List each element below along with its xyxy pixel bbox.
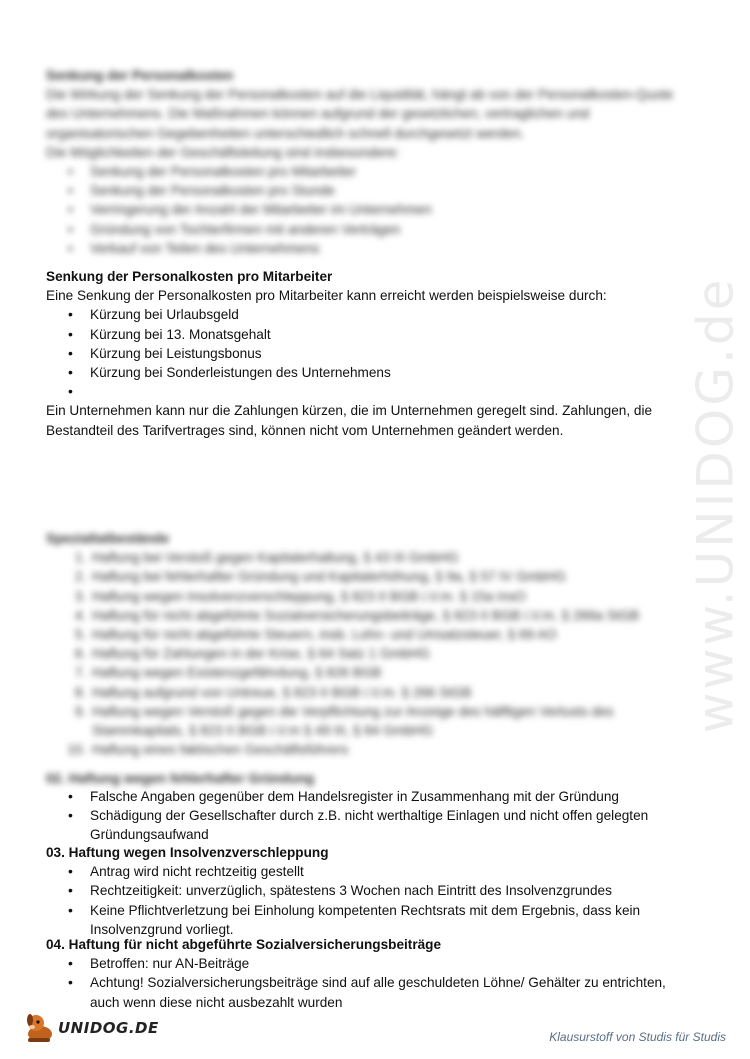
section-paragraph: Ein Unternehmen kann nur die Zahlungen kürzen, die im Unternehmen geregelt sind. Zahlungen, die Bestandteil des Tarifvertrages sind, können nicht vom Unternehmen geändert werden. <box>46 403 653 438</box>
list-item: 5. Haftung für nicht abgeführte Steuern, insb. Lohn- und Umsatzsteuer, § 69 AO <box>90 625 686 644</box>
dog-icon <box>22 1010 62 1046</box>
blurred-intro-lead: Die Möglichkeiten der Geschäftsleitung sind insbesondere: <box>46 144 400 160</box>
list-item: • Antrag wird nicht rechtzeitig gestellt <box>90 862 686 881</box>
list-item: 3. Haftung wegen Insolvenzverschleppung, § 823 II BGB i.V.m. § 15a InsO <box>90 587 686 606</box>
section-title: 03. Haftung wegen Insolvenzverschleppung <box>46 845 329 860</box>
list-item: • Kürzung bei Sonderleistungen des Unternehmens <box>90 363 686 382</box>
list-item: 7. Haftung wegen Existenzgefährdung, § 826 BGB <box>90 663 686 682</box>
section-personalkosten-pro-mitarbeiter <box>46 267 686 440</box>
list-item: • Achtung! Sozialversicherungsbeiträge sind auf alle geschuldeten Löhne/ Gehälter zu entrichten, auch wenn diese nicht ausbezahlt wurden <box>90 973 686 1011</box>
section-fehlerhafte-gruendung <box>46 787 686 845</box>
list-item: • Gründung von Tochterfirmen mit anderen Verträgen <box>90 220 686 239</box>
section-list <box>46 954 686 1012</box>
blurred-intro-section <box>46 66 686 258</box>
blurred-intro-list <box>46 162 686 258</box>
section-sozialversicherungsbeitraege <box>46 935 686 1012</box>
list-item: 4. Haftung für nicht abgeführte Sozialversicherungsbeiträge, § 823 II BGB i.V.m. § 266a StGB <box>90 606 686 625</box>
list-item: 9. Haftung wegen Verstoß gegen die Verpflichtung zur Anzeige des hälftigen Verlusts des Stammkapitals, § 823 II BGB i.V.m § 49 III, § 84 GmbHG <box>90 702 686 740</box>
footer-logo <box>22 1010 162 1046</box>
section-list <box>46 305 686 401</box>
blurred-intro-paragraph: Die Wirkung der Senkung der Personalkosten auf die Liquidität, hängt ab von der Personalkosten-Quote des Unternehmens. Die Maßnahmen können aufgrund der gesetzlichen, vertraglichen und organisatorischen Gegebenheiten unterschiedlich schnell durchgesetzt werden. <box>46 87 674 141</box>
footer-slogan: Klausurstoff von Studis für Studis <box>549 1030 726 1044</box>
blurred-special-list <box>46 548 686 759</box>
list-item: • Kürzung bei Urlaubsgeld <box>90 305 686 324</box>
list-item: • Rechtzeitigkeit: unverzüglich, spätestens 3 Wochen nach Eintritt des Insolvenzgrundes <box>90 881 686 900</box>
list-item: 6. Haftung für Zahlungen in der Krise, § 64 Satz 1 GmbHG <box>90 644 686 663</box>
list-item: 1. Haftung bei Verstoß gegen Kapitalerhaltung, § 43 III GmbHG <box>90 548 686 567</box>
list-item: • Senkung der Personalkosten pro Mitarbeiter <box>90 162 686 181</box>
section-title: Senkung der Personalkosten pro Mitarbeiter <box>46 269 333 284</box>
section-lead: Eine Senkung der Personalkosten pro Mitarbeiter kann erreicht werden beispielsweise durch: <box>46 288 607 304</box>
blurred-cut-heading: 02. Haftung wegen fehlerhafter Gründung <box>46 771 315 786</box>
blurred-special-title: Spezialtatbestände <box>46 531 170 546</box>
watermark: www.UNIDOG.de <box>686 276 745 734</box>
list-item: • Senkung der Personalkosten pro Stunde <box>90 181 686 200</box>
list-item: • Keine Pflichtverletzung bei Einholung kompetenten Rechtsrats mit dem Ergebnis, dass kein Insolvenzgrund vorliegt. <box>90 901 686 939</box>
list-item: 2. Haftung bei fehlerhafter Gründung und Kapitalerhöhung, § 9a, § 57 IV GmbHG <box>90 567 686 586</box>
section-list <box>46 862 686 939</box>
list-item: • Kürzung bei 13. Monatsgehalt <box>90 325 686 344</box>
list-item: • Falsche Angaben gegenüber dem Handelsregister in Zusammenhang mit der Gründung <box>90 787 686 806</box>
list-item: • Schädigung der Gesellschafter durch z.B. nicht werthaltige Einlagen und nicht offen gelegten Gründungsaufwand <box>90 806 686 844</box>
list-item: • Betroffen: nur AN-Beiträge <box>90 954 686 973</box>
section-list <box>46 787 686 845</box>
section-title: 04. Haftung für nicht abgeführte Sozialversicherungsbeiträge <box>46 937 442 952</box>
blurred-special-section <box>46 529 686 759</box>
list-item: 8. Haftung aufgrund von Untreue, § 823 II BGB i.V.m. § 266 StGB <box>90 683 686 702</box>
list-item-empty <box>90 382 686 401</box>
blurred-intro-title: Senkung der Personalkosten <box>46 68 234 83</box>
section-insolvenzverschleppung <box>46 843 686 939</box>
list-item: 10. Haftung eines faktischen Geschäftsführers <box>90 740 686 759</box>
list-item: • Kürzung bei Leistungsbonus <box>90 344 686 363</box>
list-item: • Verringerung der Anzahl der Mitarbeiter im Unternehmen <box>90 200 686 219</box>
logo-text: UNIDOG.DE <box>58 1019 159 1037</box>
list-item: • Verkauf von Teilen des Unternehmens <box>90 239 686 258</box>
